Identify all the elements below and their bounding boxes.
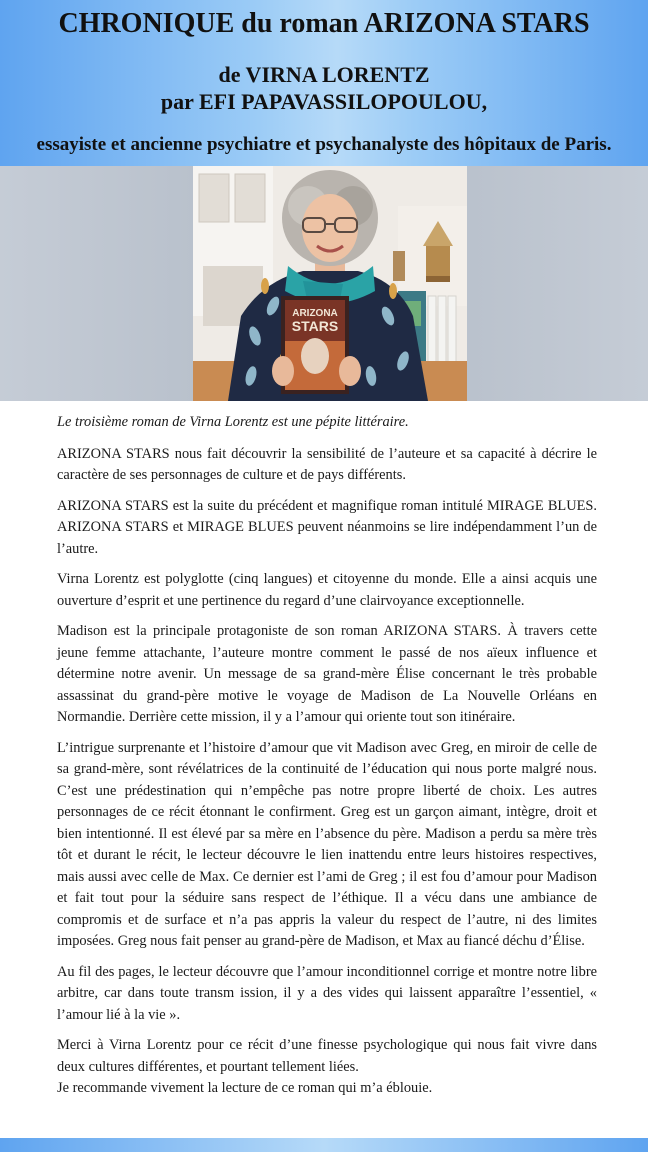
article-paragraph: Madison est la principale protagoniste de son roman ARIZONA STARS. À travers cette jeune femme attachante, l’auteure montre comment le passé de nos aïeux influence et détermine notre avenir. Un message de sa grand-mère Élise concernant le très probable assassinat du grand-père motive le voyage de Madison de La Nouvelle Orléans en Normandie. Derrière cette mission, il y a l’amour qui oriente tout son itinéraire. (57, 623, 597, 725)
reviewer-description: essayiste et ancienne psychiatre et psychanalyste des hôpitaux de Paris. (36, 134, 612, 155)
article-intro: Le troisième roman de Virna Lorentz est une pépite littéraire. (57, 414, 409, 430)
header-banner (0, 0, 648, 166)
article-paragraph: L’intrigue surprenante et l’histoire d’amour que vit Madison avec Greg, en miroir de celle de sa grand-mère, sont révélatrices de la continuité de l’éducation qui nous porte malgré nous. C’est une prédestination qui n’empêche pas notre propre liberté de choix. Les autres personnages de ce récit étonnant le confirment. Greg est un garçon aimant, intègre, droit et bien intentionné. Il est élevé par sa mère en l’absence du père. Madison a perdu sa mère très tôt et durant le récit, le lecteur découvre le lien inattendu entre leurs histoires respectives, mais aussi avec celle de Max. Ce dernier est l’ami de Greg ; il est fou d’amour pour Madison et fait tout pour la séduire sans respect de l’éthique. Il a vécu dans une ambiance de compromis et de surface et n’a pas appris la valeur du respect de l’autre, ni des limites imposées. Greg nous fait penser au grand-père de Madison, et Max au fiancé déchu d’Élise. (57, 739, 597, 949)
article-paragraph: ARIZONA STARS nous fait découvrir la sensibilité de l’auteure et sa capacité à décrire le caractère de ses personnages de culture et de pays différents. (57, 445, 597, 483)
article-paragraph: Virna Lorentz est polyglotte (cinq langues) et citoyenne du monde. Elle a ainsi acquis une ouverture d’esprit et une pertinence du regard d’une clairvoyance exceptionnelle. (57, 571, 597, 609)
article-paragraph: Au fil des pages, le lecteur découvre que l’amour inconditionnel corrige et montre notre libre arbitre, car dans toute transm ission, il y a des vides qui laissent apparaître l’essentiel, « l’amour lié à la vie ». (57, 963, 597, 1023)
article-paragraph: ARIZONA STARS est la suite du précédent et magnifique roman intitulé MIRAGE BLUES. ARIZONA STARS et MIRAGE BLUES peuvent néanmoins se lire indépendamment l’un de l’autre. (57, 497, 597, 557)
book-title-line1: ARIZONA (292, 308, 338, 319)
article-paragraph: Merci à Virna Lorentz pour ce récit d’une finesse psychologique qui nous fait vivre dans deux cultures différentes, et pourtant tellement liées. (57, 1037, 597, 1075)
page-title: CHRONIQUE du roman ARIZONA STARS (58, 8, 590, 39)
book-title-line2: STARS (291, 318, 339, 334)
photo-band (0, 166, 648, 401)
reviewer-photo (193, 166, 467, 401)
article-closing: Je recommande vivement la lecture de ce roman qui m’a éblouie. (57, 1080, 433, 1096)
reviewer-photo-illustration (193, 166, 467, 401)
footer-bar (0, 1138, 648, 1152)
reviewer-line: par EFI PAPAVASSILOPOULOU, (160, 89, 488, 114)
review-article (57, 412, 597, 1109)
author-line: de VIRNA LORENTZ (218, 62, 430, 87)
